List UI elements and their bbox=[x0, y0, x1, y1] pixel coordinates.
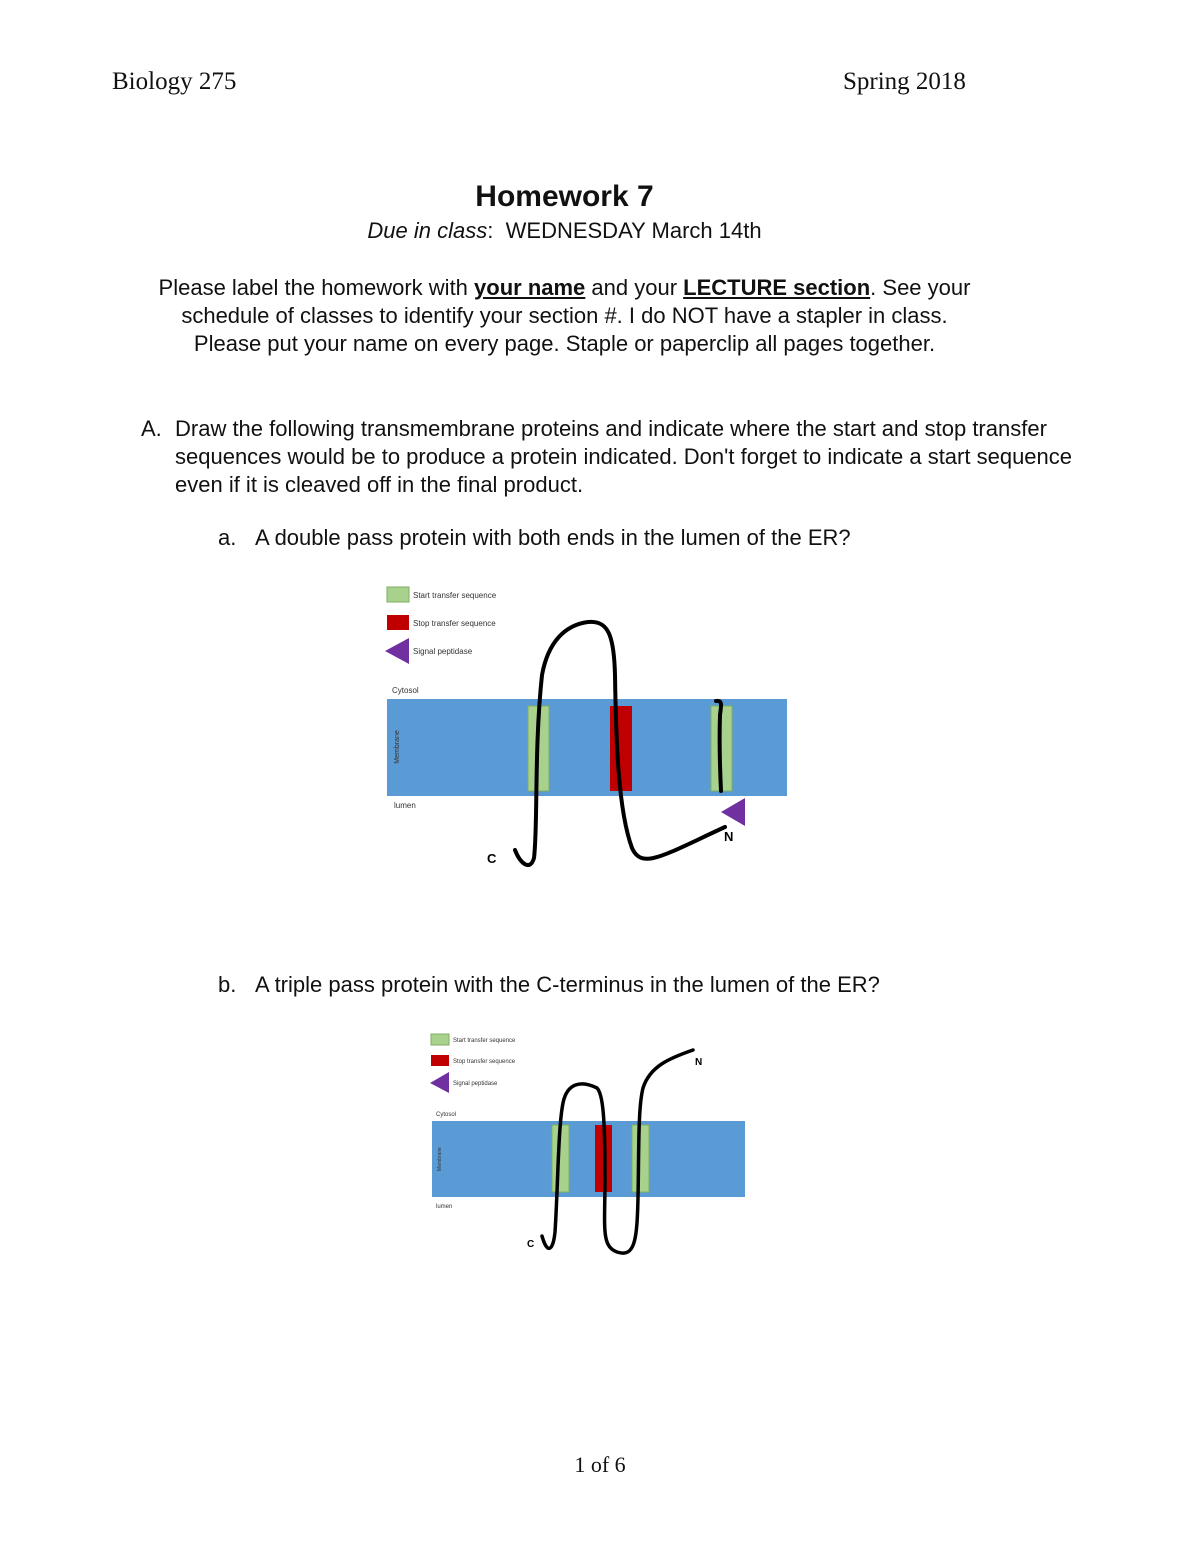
instructions-line-2: schedule of classes to identify your section #. I do NOT have a stapler in class. bbox=[181, 303, 948, 328]
instructions-line-3: Please put your name on every page. Staple or paperclip all pages together. bbox=[193, 331, 936, 356]
legend-stop-label: Stop transfer sequence bbox=[453, 1059, 516, 1065]
due-label: Due in class bbox=[367, 218, 488, 243]
legend-peptidase-icon bbox=[385, 638, 409, 664]
legend-start-label: Start transfer sequence bbox=[453, 1038, 516, 1044]
membrane-label: Membrane bbox=[437, 1147, 443, 1171]
lumen-label: lumen bbox=[436, 1204, 453, 1210]
membrane-label: Membrane bbox=[394, 730, 401, 764]
your-name-emphasis: your name bbox=[474, 275, 586, 300]
legend-peptidase-icon bbox=[430, 1072, 449, 1093]
signal-peptidase-icon bbox=[721, 798, 745, 826]
page-number: 1 of 6 bbox=[574, 1452, 626, 1477]
lecture-section-emphasis: LECTURE section bbox=[683, 275, 871, 300]
subquestion-a-text: A double pass protein with both ends in the lumen of the ER? bbox=[255, 525, 851, 550]
legend-peptidase-label: Signal peptidase bbox=[453, 1081, 498, 1087]
cytosol-label: Cytosol bbox=[436, 1112, 457, 1118]
lumen-label: lumen bbox=[394, 801, 416, 810]
c-terminus-label: C bbox=[527, 1239, 535, 1250]
question-a-text: Draw the following transmembrane proteins and indicate where the start and stop transfer sequences would be to produce a protein indicated. Don't forget to indicate a start sequence even if it is cleaved off in the final product. bbox=[175, 416, 1073, 497]
subquestion-a-marker: a. bbox=[218, 525, 237, 550]
legend-start-label: Start transfer sequence bbox=[413, 591, 497, 600]
due-date bbox=[0, 218, 1129, 244]
instructions-line-1 bbox=[0, 274, 1129, 302]
page-title: Homework 7 bbox=[475, 180, 654, 213]
n-terminus-label: N bbox=[695, 1057, 703, 1068]
question-a-marker: A. bbox=[141, 416, 162, 441]
double-pass-diagram bbox=[380, 580, 800, 880]
due-colon: : bbox=[487, 218, 494, 243]
c-terminus-label: C bbox=[487, 851, 497, 866]
instr-text: and your bbox=[585, 275, 684, 300]
instr-text: . See your bbox=[870, 275, 971, 300]
membrane-band bbox=[432, 1121, 745, 1197]
subquestion-b-marker: b. bbox=[218, 972, 237, 997]
cytosol-label: Cytosol bbox=[392, 686, 419, 695]
triple-pass-diagram bbox=[425, 1028, 755, 1263]
legend-stop-label: Stop transfer sequence bbox=[413, 619, 496, 628]
n-terminus-label: N bbox=[724, 829, 734, 844]
legend-peptidase-label: Signal peptidase bbox=[413, 647, 473, 656]
course-name: Biology 275 bbox=[112, 68, 237, 95]
legend-stop-swatch bbox=[431, 1055, 449, 1066]
legend-stop-swatch bbox=[387, 615, 409, 630]
subquestion-b-text: A triple pass protein with the C-terminus in the lumen of the ER? bbox=[255, 972, 880, 997]
term: Spring 2018 bbox=[843, 68, 966, 95]
legend-start-swatch bbox=[431, 1034, 449, 1045]
due-value: WEDNESDAY March 14th bbox=[505, 218, 762, 243]
legend-start-swatch bbox=[387, 587, 409, 602]
instr-text: Please label the homework with bbox=[158, 275, 475, 300]
